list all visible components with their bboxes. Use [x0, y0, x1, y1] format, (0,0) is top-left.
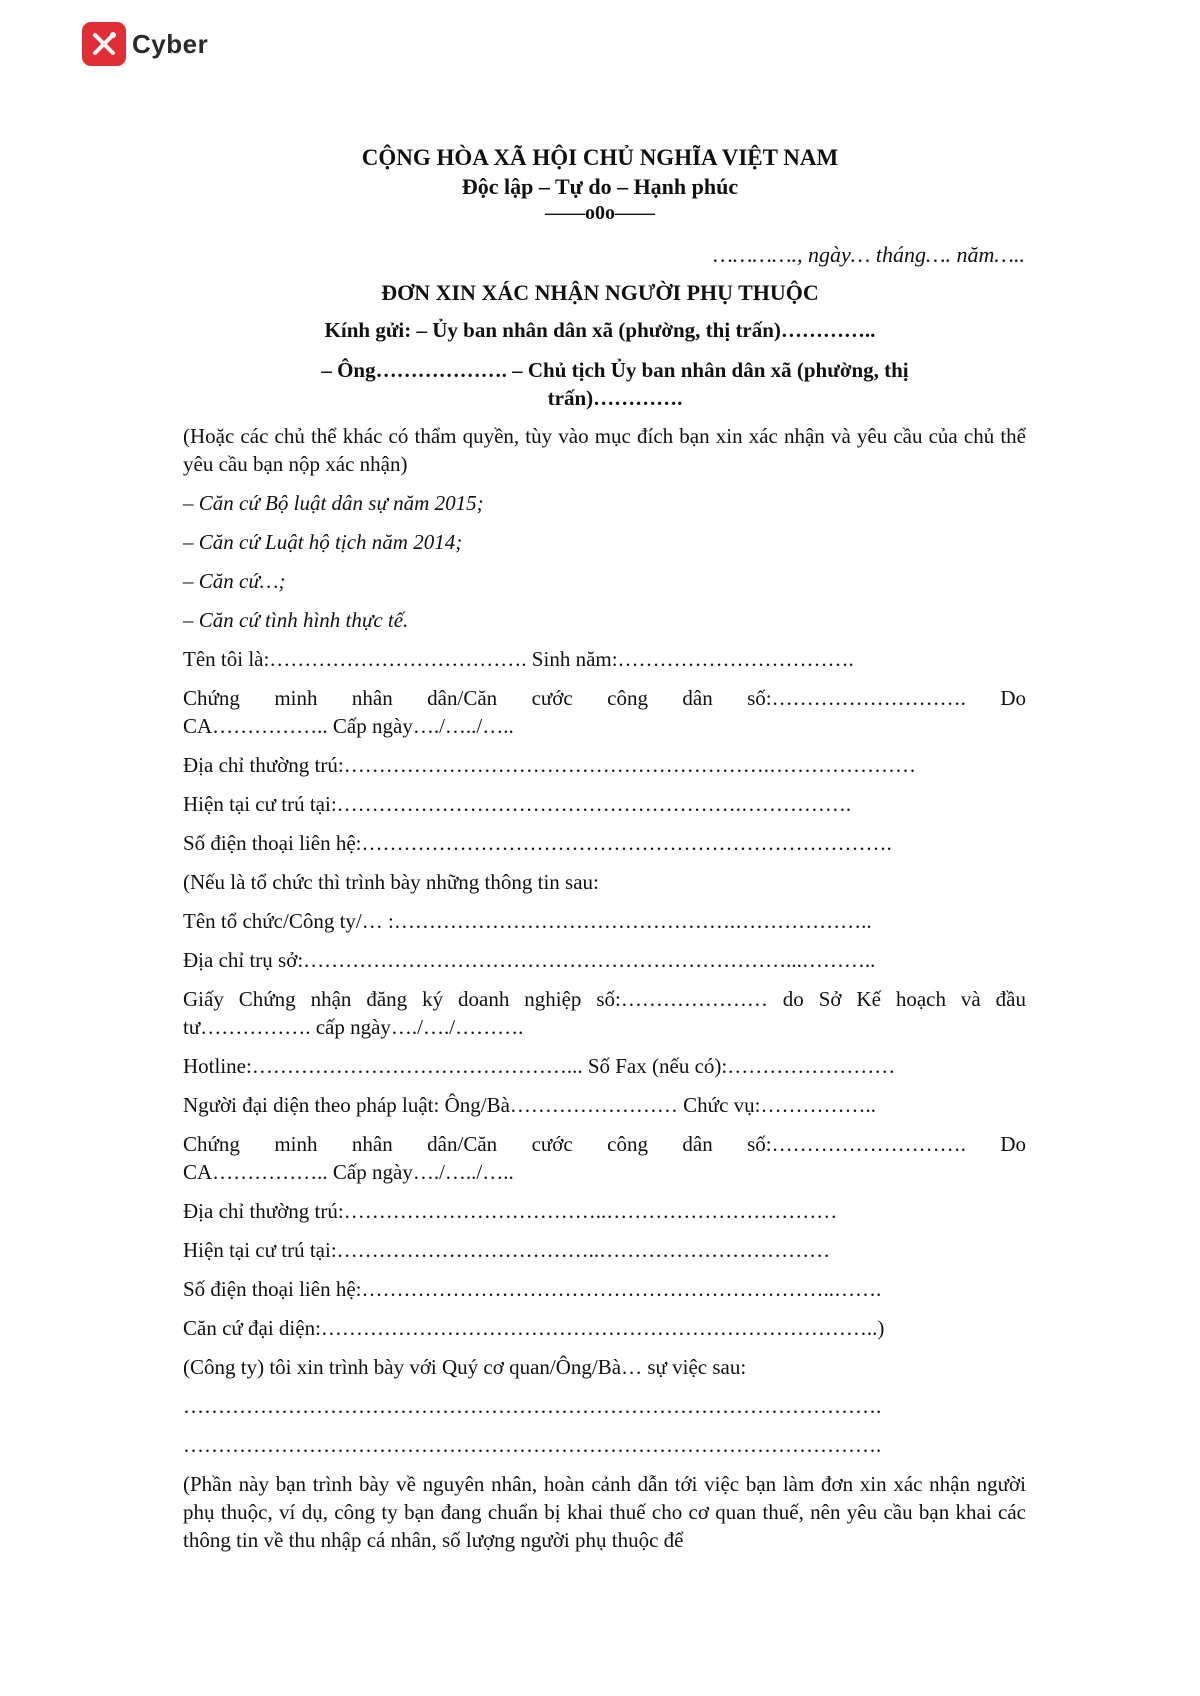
recipient-line-1: Kính gửi: – Ủy ban nhân dân xã (phường, thị trấn)………….. — [324, 318, 876, 342]
rep-id-issue-field: CA…………….. Cấp ngày…./…../….. — [183, 1160, 514, 1184]
phone-field: Số điện thoại liên hệ:…………………………………………………………………. — [183, 831, 892, 855]
org-name-field: Tên tổ chức/Công ty/… :………………………………………….……………….. — [183, 909, 872, 933]
motto: Độc lập – Tự do – Hạnh phúc — [461, 174, 739, 199]
blank-line: ………………………………………………………………………………………. — [183, 1394, 882, 1418]
name-field: Tên tôi là:………………………………. Sinh năm:……………………………. — [183, 647, 854, 671]
rep-phone-field: Số điện thoại liên hệ:…………………………………………………………..……. — [183, 1277, 882, 1301]
blank-line: ………………………………………………………………………………………. — [183, 1433, 882, 1457]
id-issue-field: CA…………….. Cấp ngày…./…../….. — [183, 714, 514, 738]
basis-item: – Căn cứ Luật hộ tịch năm 2014; — [183, 530, 463, 554]
document-title: ĐƠN XIN XÁC NHẬN NGƯỜI PHỤ THUỘC — [381, 280, 819, 305]
residence-field: Hiện tại cư trú tại:………………………………………………….……………. — [183, 792, 852, 816]
address-field: Địa chỉ thường trú:…………………………………………………….………………… — [183, 753, 916, 777]
basis-item: – Căn cứ Bộ luật dân sự năm 2015; — [183, 491, 484, 515]
rep-address-field: Địa chỉ thường trú:………………………………..…………………………… — [183, 1199, 838, 1223]
legal-representative-field: Người đại diện theo pháp luật: Ông/Bà…………………… Chức vụ:…………….. — [183, 1093, 876, 1117]
brand-logo — [82, 22, 208, 66]
basis-item: – Căn cứ tình hình thực tế. — [183, 608, 409, 632]
id-field: Chứng minh nhân dân/Căn cước công dân số:………………………. Do — [183, 686, 1026, 710]
separator: ——o0o—— — [545, 202, 655, 224]
rep-id-field: Chứng minh nhân dân/Căn cước công dân số:………………………. Do — [183, 1132, 1026, 1156]
hotline-field: Hotline:………………………………………... Số Fax (nếu có):…………………… — [183, 1054, 896, 1078]
presentation-intro: (Công ty) tôi xin trình bày với Quý cơ quan/Ông/Bà… sự việc sau: — [183, 1355, 747, 1379]
representation-basis-field: Căn cứ đại diện:……………………………………………………………………..) — [183, 1316, 885, 1340]
nation-heading: CỘNG HÒA XÃ HỘI CHỦ NGHĨA VIỆT NAM — [361, 145, 839, 170]
rep-residence-field: Hiện tại cư trú tại:………………………………..…………………………… — [183, 1238, 831, 1262]
authority-note: (Hoặc các chủ thể khác có thẩm quyền, tùy vào mục đích bạn xin xác nhận và yêu cầu của chủ thể yêu cầu bạn nộp xác nhận) — [183, 424, 1026, 476]
crossed-tools-icon — [82, 22, 126, 66]
org-address-field: Địa chỉ trụ sở:……………………………………………………………...……….. — [183, 948, 876, 972]
document-body — [183, 422, 1026, 1554]
brand-name: Cyber — [132, 28, 209, 59]
basis-item: – Căn cứ…; — [183, 569, 286, 593]
date-line: …………., ngày… tháng…. năm….. — [713, 242, 1025, 267]
business-registration-field: Giấy Chứng nhận đăng ký doanh nghiệp số:………………… do Sở Kế hoạch và đầu tư……………. cấp ngày…./…./………. — [183, 987, 1026, 1039]
org-note: (Nếu là tổ chức thì trình bày những thông tin sau: — [183, 870, 599, 894]
explanation-note: (Phần này bạn trình bày về nguyên nhân, hoàn cảnh dẫn tới việc bạn làm đơn xin xác nhận người phụ thuộc, ví dụ, công ty bạn đang chuẩn bị khai thuế cho cơ quan thuế, nên yêu cầu bạn khai các thông tin về thu nhập cá nhân, số lượng người phụ thuộc để — [183, 1472, 1026, 1552]
recipient-line-2: – Ông………………. – Chủ tịch Ủy ban nhân dân xã (phường, thị trấn)…………. — [321, 358, 909, 410]
